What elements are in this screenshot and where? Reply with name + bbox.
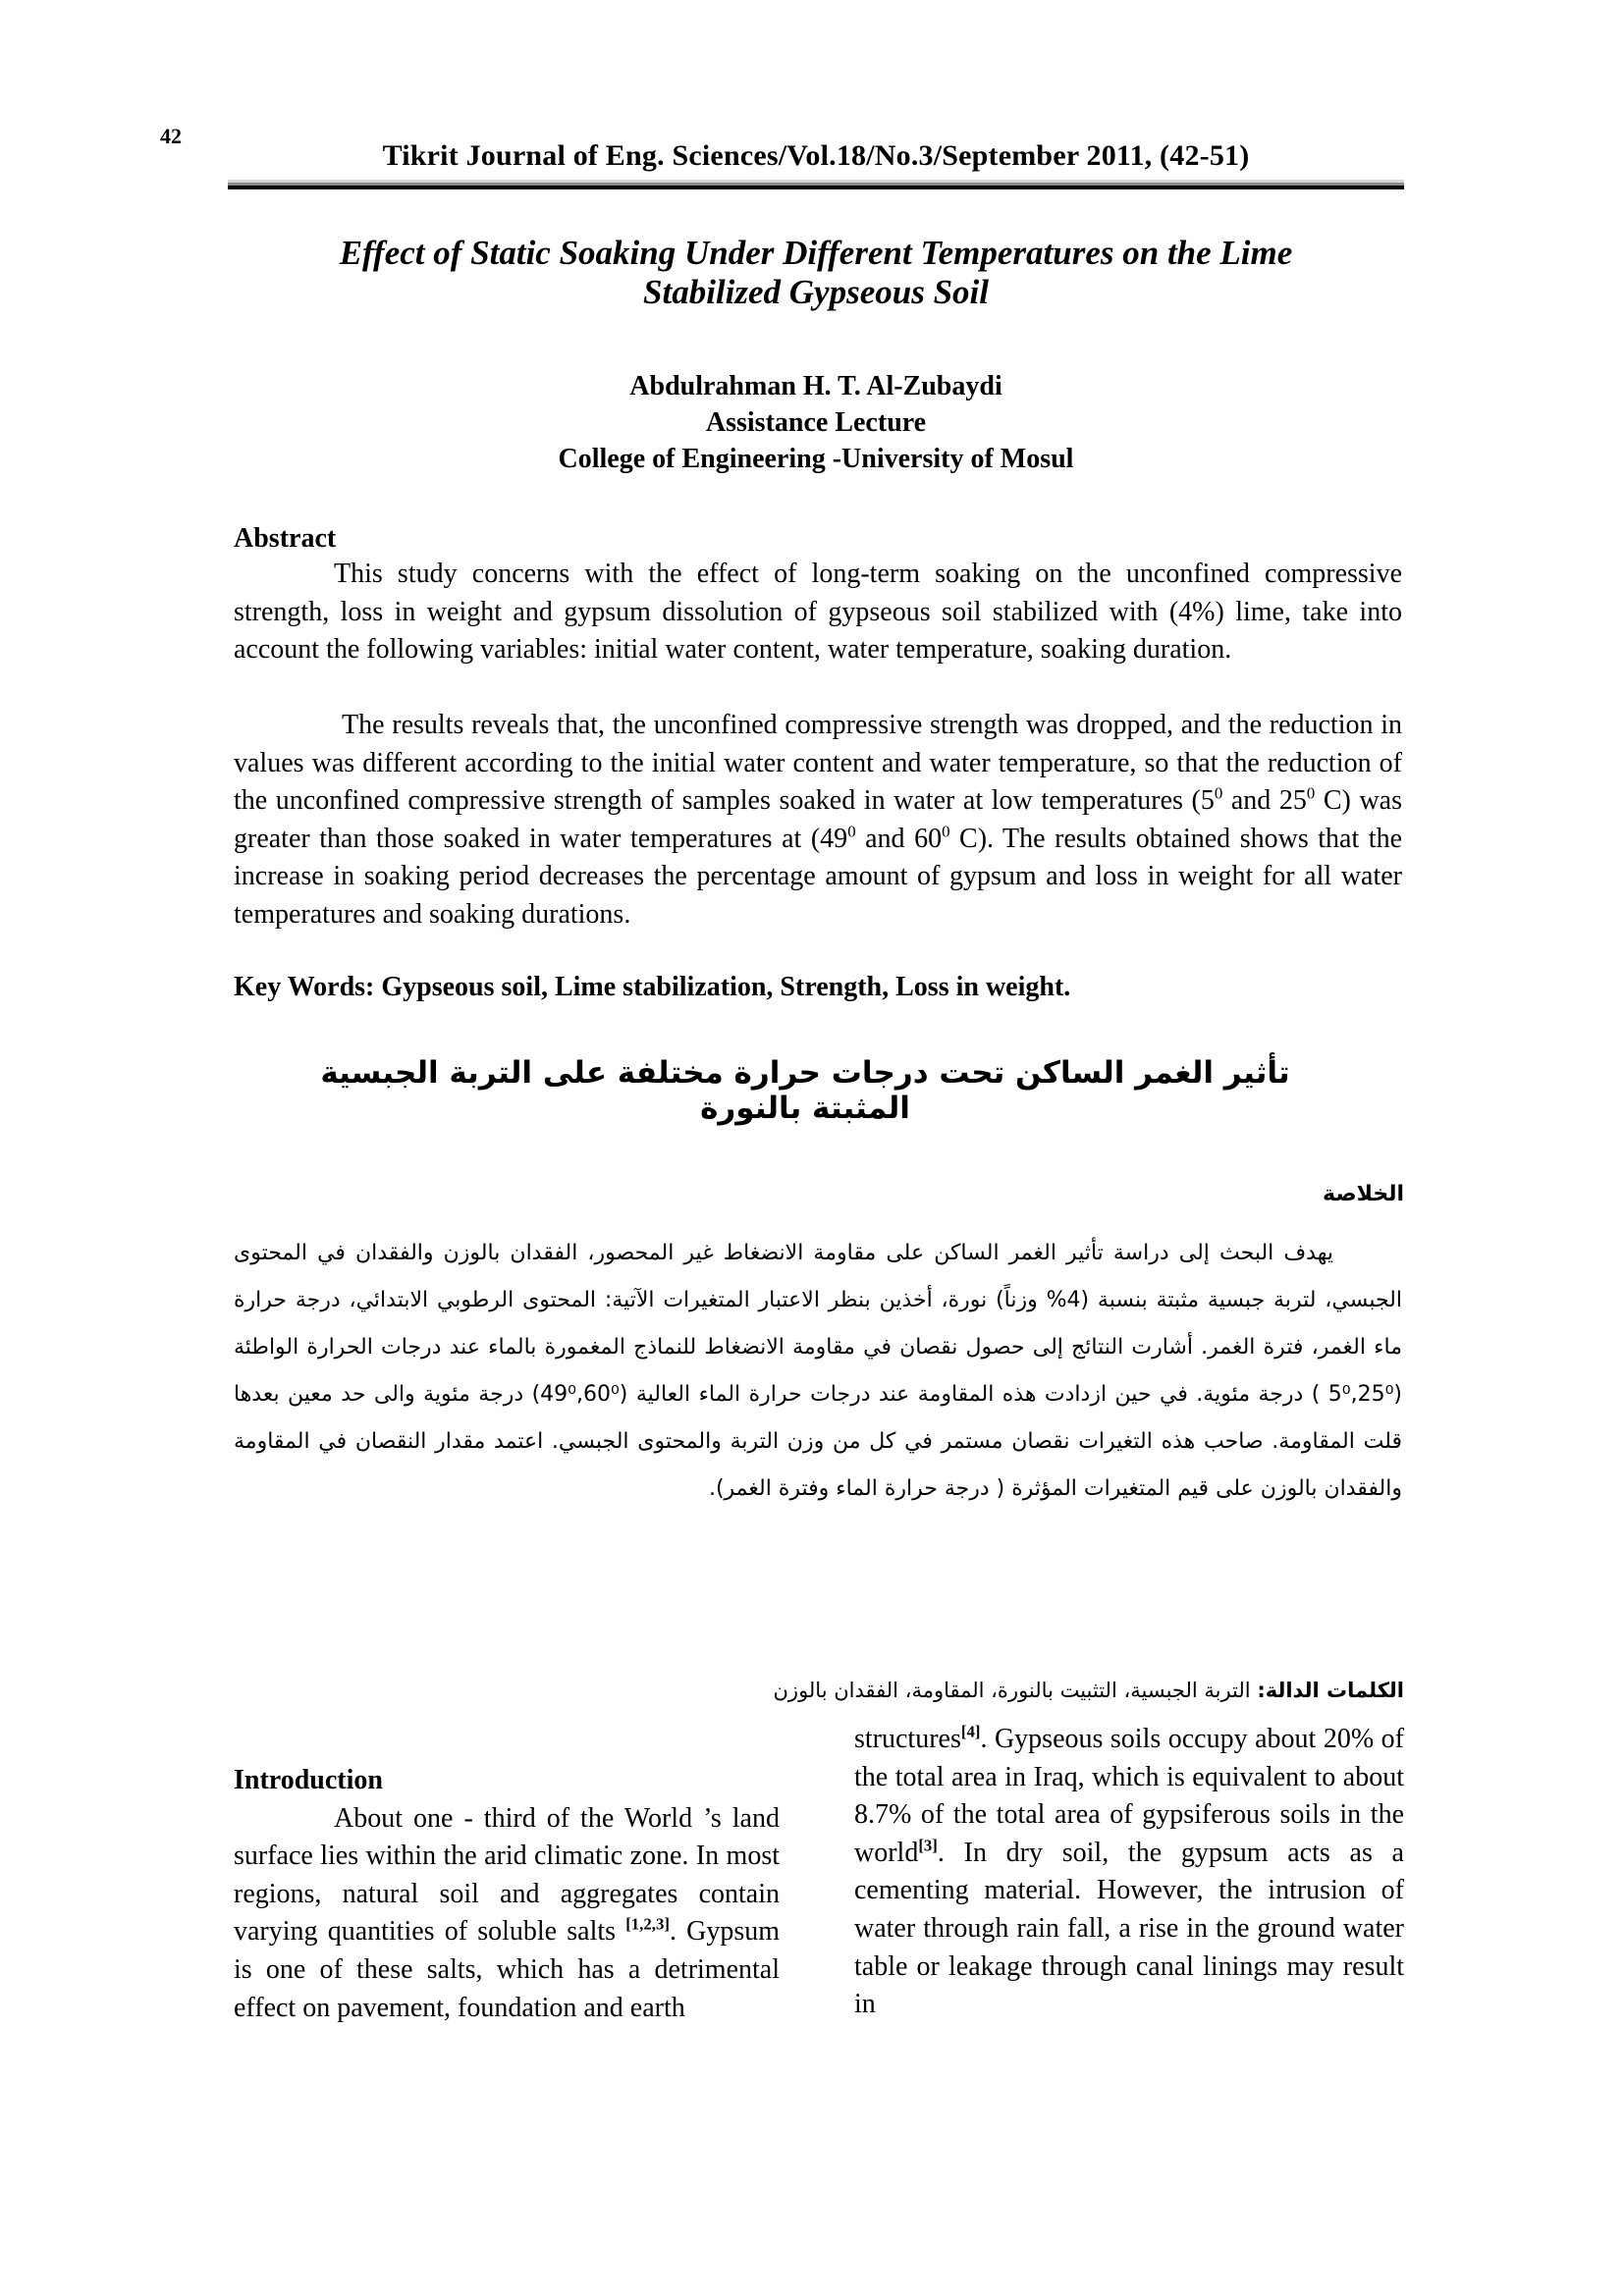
intro-text: About one - third of the World ’s land surface lies within the arid climatic zone. In most regions, natural soil and aggregates contain varying quantities of soluble salts: [234, 1802, 780, 1948]
abstract-p2-text: and 25: [1222, 785, 1307, 816]
abstract-p2-text: and 60: [855, 823, 943, 854]
introduction-heading: Introduction: [234, 1765, 383, 1795]
arabic-keywords-text: التربة الجبسية، التثبيت بالنورة، المقاومة، الفقدان بالوزن: [773, 1679, 1258, 1702]
arabic-keywords-label: الكلمات الدالة:: [1257, 1679, 1404, 1702]
header-rule-dark: [228, 186, 1404, 189]
header-rule: [228, 180, 1404, 189]
arabic-abstract-heading: الخلاصة: [1323, 1182, 1404, 1206]
degree-sup: 0: [1306, 783, 1316, 803]
intro-paragraph-left: [234, 1800, 780, 2028]
arabic-keywords: [774, 1679, 1405, 1702]
intro-text: . Gypseous soils occupy about 20% of the total area in Iraq, which is equivalent to about 8.7% of the total area of gypsiferous soils in the world: [854, 1724, 1404, 1868]
degree-sup: 0: [1214, 783, 1223, 803]
abstract-p2-text: C). The results obtained shows that the increase in soaking period decreases the percentage amount of gypsum and loss in weight for all water temperatures and soaking durations.: [234, 823, 1403, 930]
intro-right-column: [854, 1721, 1404, 2024]
arabic-abstract: [234, 1230, 1402, 1513]
intro-text: . Gypsum is one of these salts, which has a detrimental effect on pavement, foundation and earth: [234, 1916, 780, 2023]
author-position: Assistance Lecture: [705, 407, 927, 438]
abstract-p1-text: This study concerns with the effect of long-term soaking on the unconfined compressive strength, loss in weight and gypsum dissolution of gypseous soil stabilized with (4%) lime, take into account the following variables: initial water content, water temperature, soaking duration.: [234, 559, 1402, 665]
author-block: [228, 368, 1404, 477]
abstract-paragraph-2: [234, 707, 1402, 934]
citation: [3]: [918, 1836, 938, 1855]
abstract-p2-text: The results reveals that, the unconfined compressive strength was dropped, and the reduction in values was different according to the initial water content and water temperature, so that the reduction of the unconfined compressive strength of samples soaked in water at low temperatures (5: [234, 710, 1402, 816]
author-name: Abdulrahman H. T. Al-Zubaydi: [629, 371, 1002, 401]
citation: [4]: [960, 1722, 981, 1741]
intro-text: . In dry soil, the gypsum acts as a cementing material. However, the intrusion of water through rain fall, a rise in the ground water table or leakage through canal linings may result in: [854, 1837, 1404, 2020]
intro-text: structures: [854, 1724, 961, 1754]
arabic-title: تأثير الغمر الساكن تحت درجات حرارة مختلفة على التربة الجبسية المثبتة بالنورة: [320, 1055, 1290, 1126]
abstract-paragraph-1: [234, 556, 1402, 669]
page-number: 42: [160, 124, 182, 148]
running-header: Tikrit Journal of Eng. Sciences/Vol.18/No.3/September 2011, (42-51): [382, 139, 1250, 172]
arabic-abstract-text: يهدف البحث إلى دراسة تأثير الغمر الساكن على مقاومة الانضغاط غير المحصور، الفقدان بالوزن والفقدان في المحتوى الجبسي، لتربة جبسية مثبتة بنسبة (4% وزناً) نورة، أخذين بنظر الاعتبار المتغيرات الآتية: المحتوى الرطوبي الابتدائي، درجة حرارة ماء الغمر، فترة الغمر. أشارت النتائج إلى حصول نقصان في مقاومة الانضغاط للنماذج المغمورة بالماء عند درجات الحرارة الواطئة (5⁰,25⁰ ) درجة مئوية. في حين ازدادت هذه المقاومة عند درجات حرارة الماء العالية (49⁰,60⁰) درجة مئوية والى حد معين بعدها قلت المقاومة. صاحب هذه التغيرات نقصان مستمر في كل من وزن التربة والمحتوى الجبسي. اعتمد مقدار النقصان في المقاومة والفقدان بالوزن على قيم المتغيرات المؤثرة ( درجة حرارة الماء وفترة الغمر).: [234, 1241, 1402, 1501]
title-line-2: Stabilized Gypseous Soil: [643, 273, 989, 311]
paper-title: [228, 234, 1404, 312]
degree-sup: 0: [942, 822, 950, 841]
citation: [1,2,3]: [625, 1915, 670, 1935]
degree-sup: 0: [847, 822, 856, 841]
title-line-1: Effect of Static Soaking Under Different Temperatures on the Lime: [339, 234, 1293, 272]
keywords: Key Words: Gypseous soil, Lime stabilization, Strength, Loss in weight.: [234, 972, 1071, 1002]
intro-paragraph-right: [854, 1721, 1404, 2024]
abstract-p2-text: C) was greater than those soaked in water temperatures at (49: [234, 785, 1403, 854]
author-affiliation: College of Engineering -University of Mosul: [558, 444, 1074, 474]
intro-left-column: [234, 1725, 780, 2027]
abstract-heading: Abstract: [234, 523, 337, 554]
